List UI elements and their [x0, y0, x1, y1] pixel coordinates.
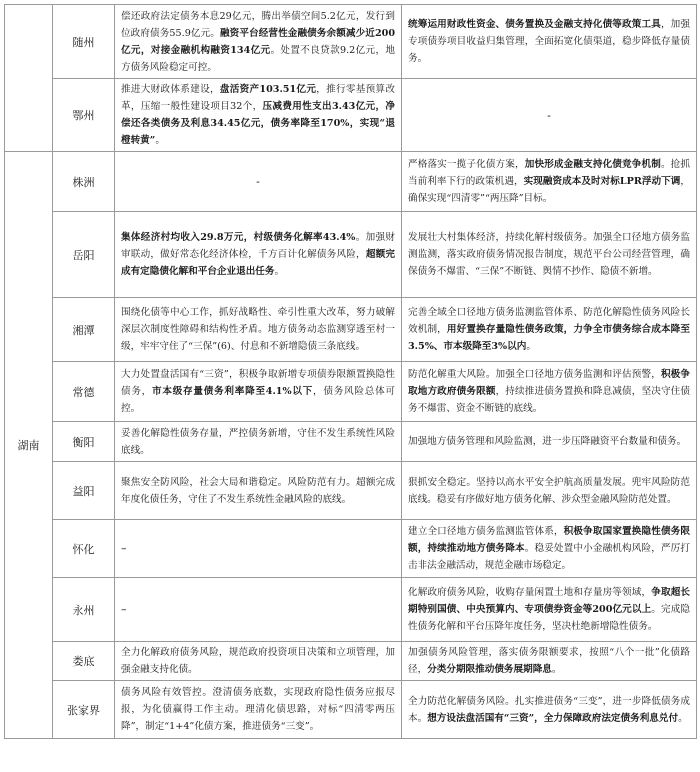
bold-segment: 统筹运用财政性资金、债务置换及金融支持化债等政策工具 — [408, 19, 661, 30]
plans-text — [402, 227, 696, 282]
table-row — [5, 362, 697, 422]
achievements-cell — [115, 681, 402, 739]
city-cell — [53, 422, 115, 462]
text-segment: ，加强专项债券项目收益归集管理，全面拓宽化债渠道，稳步降低存量债务。 — [408, 19, 691, 64]
bold-segment: 想方设法盘活国有“三资”，全力保障政府法定债务利息兑付 — [427, 712, 679, 724]
city-label: 衡阳 — [72, 435, 95, 449]
plans-text — [402, 472, 696, 510]
achievements-cell — [115, 212, 402, 298]
plans-text — [402, 431, 696, 452]
city-label: 随州 — [72, 35, 95, 49]
plans-cell — [402, 212, 697, 298]
city-cell — [53, 152, 115, 212]
bold-segment: 用好置换存量隐性债务政策，力争全市债务综合成本降至3.5%、市本级降至3%以内 — [408, 324, 691, 352]
plans-text — [402, 14, 696, 69]
text-segment: 完善全域全口径地方债务监测监管体系、防范化解隐性债务风险长效机制， — [408, 307, 690, 335]
achievements-cell — [115, 79, 402, 152]
achievements-cell — [115, 362, 402, 422]
achievements-text — [115, 472, 401, 510]
text-segment: 。处置不良贷款9.2亿元，地方债务风险稳定可控。 — [121, 44, 395, 73]
city-label: 益阳 — [72, 484, 95, 498]
city-label: 张家界 — [67, 703, 100, 717]
plans-text — [402, 364, 696, 419]
text-segment: 围绕化债等中心工作，抓好战略性、牵引性重大改革，努力破解深层次制度性障碍和结构性矛盾。地方债务动态监测穿透至村一级，牢牢守住了“三保”(6)、付息和不新增隐债三条底线。 — [121, 307, 395, 352]
bold-segment: 压减费用性支出3.43亿元，净偿还各类债务及利息34.45亿元，债务率降至170%，实现“退橙转黄” — [121, 101, 395, 146]
plans-cell — [402, 642, 697, 681]
bold-segment: 融资平台经营性金融债务余额减少近200亿元，对接金融机构融资134亿元 — [121, 27, 395, 56]
text-segment: 债务风险有效管控。澄清债务底数，实现政府隐性债务应报尽报，为化债赢得工作主动。理清化债思路，对标“四清零两压降”，制定“1+4”化债方案，推进债务“三变”。 — [121, 687, 395, 732]
achievements-cell — [115, 520, 402, 578]
achievements-cell — [115, 5, 402, 79]
achievements-text — [115, 175, 401, 188]
plans-text — [402, 521, 696, 576]
city-cell — [53, 212, 115, 298]
achievements-cell — [115, 462, 402, 520]
city-cell — [53, 642, 115, 681]
plans-cell — [402, 520, 697, 578]
plans-cell — [402, 5, 697, 79]
text-segment: 。 — [678, 712, 688, 724]
text-segment: 。 — [155, 135, 165, 146]
plans-text — [402, 642, 696, 680]
plans-cell — [402, 152, 697, 212]
achievements-text — [115, 302, 401, 357]
plans-cell — [402, 298, 697, 362]
text-segment: 聚焦安全防风险，社会大局和谐稳定。风险防范有力。超额完成年度化债任务，守住了不发生系统性金融风险的底线。 — [121, 476, 395, 505]
achievements-text — [115, 542, 401, 555]
text-segment: – — [121, 603, 127, 616]
text-segment: 妥善化解隐性债务存量，严控债务新增，守住不发生系统性风险底线。 — [121, 427, 395, 456]
achievements-cell — [115, 422, 402, 462]
bold-segment: 积极争取地方政府债务限额 — [408, 369, 691, 397]
table-row — [5, 5, 697, 79]
table-body — [5, 5, 697, 739]
province-cell — [5, 152, 53, 739]
achievements-text — [115, 423, 401, 461]
bold-segment: 实现融资成本及时对标LPR浮动下调 — [523, 176, 681, 187]
table-row — [5, 642, 697, 681]
text-segment: - — [547, 108, 551, 122]
achievements-text — [115, 364, 401, 419]
city-cell — [53, 681, 115, 739]
text-segment: 偿还政府法定债务本息29亿元，腾出举债空间5.2亿元，发行到位政府债务55.9亿元。 — [121, 10, 395, 39]
plans-text — [402, 302, 696, 357]
city-cell — [53, 362, 115, 422]
text-segment: 。稳妥处置中小金融机构风险，严厉打击非法金融活动，规范金融市场稳定。 — [408, 543, 691, 571]
plans-cell — [402, 79, 697, 152]
text-segment: 。 — [551, 664, 562, 675]
bold-segment: 集体经济村均收入29.8万元，村级债务化解率43.4% — [121, 232, 356, 243]
table-row — [5, 152, 697, 212]
text-segment: 。完成隐性债务化解和平台压降年度任务，坚决杜绝新增隐性债务。 — [408, 604, 690, 632]
text-segment: 加强债务风险管理，落实债务限额要求，按照“八个一批”化债路径， — [408, 647, 690, 675]
text-segment: ，确保实现“四清零”“两压降”目标。 — [408, 176, 691, 204]
text-segment: – — [121, 542, 127, 555]
text-segment: 加强地方债务管理和风险监测，进一步压降融资平台数量和债务。 — [408, 436, 687, 447]
table-row — [5, 462, 697, 520]
text-segment: 全力化解政府债务风险，规范政府投资项目决策和立项管理，加强金融支持化债。 — [121, 647, 395, 675]
text-segment: 全力防范化解债务风险。扎实推进债务“三变”，进一步降低债务成本。 — [408, 695, 690, 724]
city-cell — [53, 462, 115, 520]
plans-text — [402, 154, 696, 209]
plans-cell — [402, 578, 697, 642]
plans-text — [402, 691, 696, 729]
city-cell — [53, 5, 115, 79]
bold-segment: 分类分期限推动债务展期降息 — [427, 664, 552, 675]
city-label: 株洲 — [72, 175, 95, 189]
plans-cell — [402, 462, 697, 520]
table-row — [5, 578, 697, 642]
achievements-cell — [115, 642, 402, 681]
plans-text — [402, 582, 696, 637]
text-segment: 。 — [274, 266, 285, 277]
text-segment: - — [256, 175, 260, 188]
text-segment: ，推行零基预算改革，压缩一般性建设项目32个， — [121, 84, 396, 112]
text-segment: 建立全口径地方债务监测监管体系， — [408, 526, 564, 537]
table-row — [5, 520, 697, 578]
table-row — [5, 79, 697, 152]
city-label: 湘潭 — [72, 323, 95, 337]
achievements-cell — [115, 298, 402, 362]
text-segment: ，债务风险总体可控。 — [121, 386, 396, 414]
table-row — [5, 212, 697, 298]
city-label: 怀化 — [72, 542, 95, 556]
city-cell — [53, 79, 115, 152]
achievements-text — [115, 6, 401, 78]
plans-cell — [402, 422, 697, 462]
text-segment: 推进大财政体系建设， — [121, 84, 220, 95]
text-segment: 大力处置盘活国有“三资”，积极争取新增专项债券限额置换隐性债务， — [121, 369, 395, 397]
city-cell — [53, 298, 115, 362]
city-label: 岳阳 — [72, 248, 95, 262]
achievements-cell — [115, 152, 402, 212]
bold-segment: 盘活资产103.51亿元 — [219, 84, 317, 95]
bold-segment: 超额完成有定隐债化解和平台企业退出任务 — [121, 249, 396, 277]
table-row — [5, 298, 697, 362]
debt-policy-table — [4, 4, 697, 739]
achievements-text — [115, 227, 401, 282]
text-segment: 发展壮大村集体经济，持续化解村级债务。加强全口径地方债务监测监测，落实政府债务情况报告制度，规范平台公司经营管理，确保债务不爆雷、“三保”不断链、舆情不抄作、隐债不新增。 — [408, 232, 690, 277]
plans-text — [402, 109, 696, 122]
bold-segment: 市本级存量债务利率降至4.1%以下 — [152, 386, 314, 397]
text-segment: 防范化解重大风险。加强全口径地方债务监测和评估预警， — [408, 369, 661, 380]
plans-cell — [402, 362, 697, 422]
province-label: 湖南 — [17, 439, 40, 452]
table-row — [5, 422, 697, 462]
achievements-text — [115, 642, 401, 680]
achievements-text — [115, 79, 401, 151]
city-label: 鄂州 — [72, 109, 95, 122]
city-label: 永州 — [72, 603, 95, 617]
text-segment: 。抢抓当前利率下行的政策机遇， — [408, 159, 691, 187]
text-segment: ，持续推进债务置换和降息减债，坚决守住债务不爆雷、资金不断链的底线。 — [408, 386, 691, 414]
city-label: 常德 — [72, 385, 95, 399]
text-segment: 。加强财审联动，做好常态化经济体检，千方百计化解债务风险， — [121, 232, 395, 260]
city-cell — [53, 578, 115, 642]
city-label: 娄底 — [72, 655, 95, 668]
bold-segment: 争取超长期特别国债、中央预算内、专项债券资金等200亿元以上 — [408, 587, 691, 615]
plans-cell — [402, 681, 697, 739]
text-segment: 狠抓安全稳定。坚持以高水平安全护航高质量发展。兜牢风险防范底线。稳妥有序做好地方债务化解、涉众型金融风险防范处置。 — [408, 476, 690, 505]
text-segment: 化解政府债务风险，收购存量闲置土地和存量房等领域， — [408, 587, 652, 598]
text-segment: 严格落实一揽子化债方案， — [408, 159, 525, 170]
province-cell-hubei — [5, 5, 53, 152]
bold-segment: 加快形成金融支持化债竞争机制 — [524, 159, 661, 170]
text-segment: 。 — [526, 341, 536, 352]
bold-segment: 积极争取国家置换隐性债务限额，持续推动地方债务降本 — [408, 526, 691, 554]
achievements-cell — [115, 578, 402, 642]
achievements-text — [115, 603, 401, 616]
table-row — [5, 681, 697, 739]
city-cell — [53, 520, 115, 578]
achievements-text — [115, 682, 401, 737]
